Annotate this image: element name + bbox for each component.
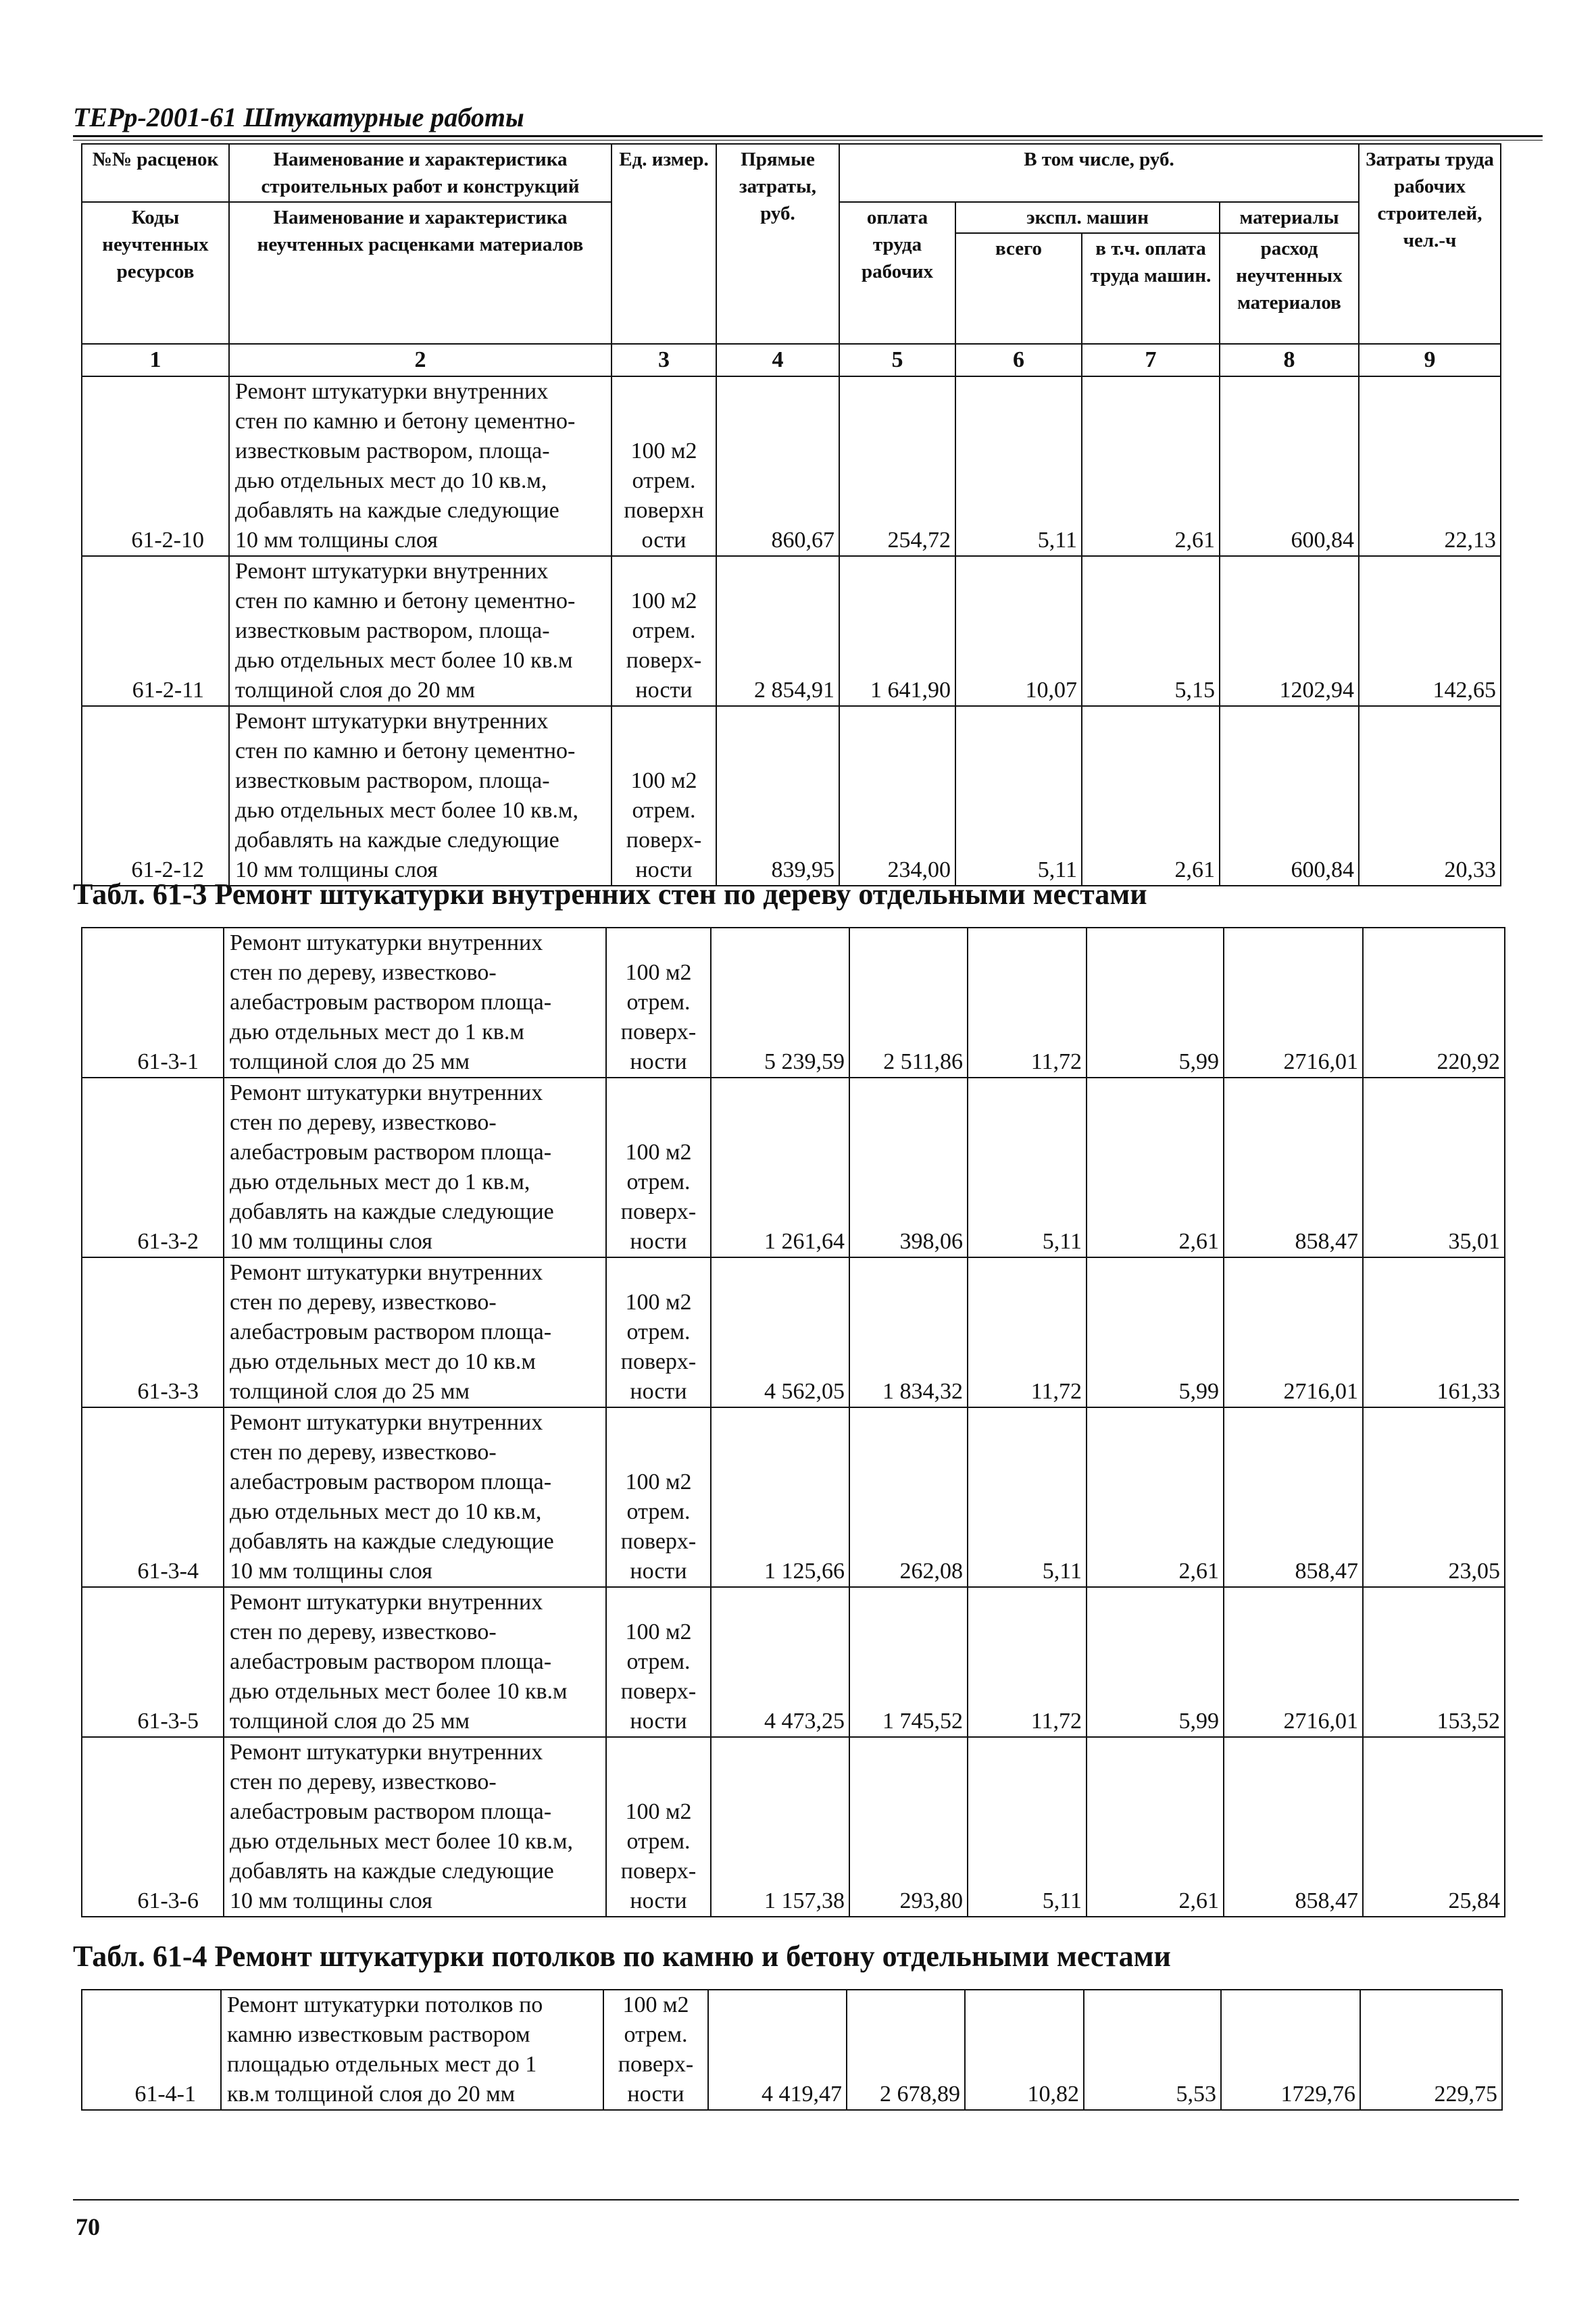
unit-line: поверхн bbox=[624, 498, 704, 523]
unit-line: поверх- bbox=[620, 1529, 697, 1554]
work-description bbox=[224, 1078, 606, 1257]
labor-hours: 25,84 bbox=[1363, 1737, 1505, 1917]
unit-line: 100 м2 bbox=[630, 768, 697, 793]
unit-line: ности bbox=[635, 857, 693, 882]
unit-line: ности bbox=[630, 1049, 687, 1074]
description-line: дью отдельных мест до 10 кв.м, bbox=[230, 1499, 542, 1524]
description-line: дью отдельных мест более 10 кв.м bbox=[235, 648, 573, 673]
labor-hours: 23,05 bbox=[1363, 1407, 1505, 1587]
work-description bbox=[229, 706, 612, 886]
rate-code: 61-4-1 bbox=[82, 1990, 221, 2110]
description-line: добавлять на каждые следующие bbox=[230, 1199, 554, 1224]
header-direct: Прямые затраты, руб. bbox=[716, 144, 839, 344]
page-number: 70 bbox=[76, 2213, 100, 2240]
materials: 600,84 bbox=[1220, 376, 1359, 556]
machines-labor-pay: 5,99 bbox=[1087, 1257, 1224, 1407]
description-line: дью отдельных мест до 10 кв.м, bbox=[235, 468, 547, 493]
description-line: дью отдельных мест более 10 кв.м bbox=[230, 1679, 568, 1704]
work-description bbox=[224, 1257, 606, 1407]
unit-line: ости bbox=[641, 528, 687, 553]
col-num-7: 7 bbox=[1082, 344, 1220, 376]
description-line: дью отдельных мест до 1 кв.м, bbox=[230, 1169, 530, 1194]
description-line: добавлять на каждые следующие bbox=[230, 1859, 554, 1884]
header-rule bbox=[73, 135, 1543, 137]
description-line: алебастровым раствором площа- bbox=[230, 1319, 552, 1344]
col-num-4: 4 bbox=[716, 344, 839, 376]
unit-line: поверх- bbox=[620, 1199, 697, 1224]
labor-hours: 20,33 bbox=[1359, 706, 1501, 886]
unit-line: ности bbox=[630, 1559, 687, 1584]
unit-line: 100 м2 bbox=[625, 1799, 692, 1824]
materials: 2716,01 bbox=[1224, 928, 1363, 1078]
description-line: дью отдельных мест до 10 кв.м bbox=[230, 1349, 536, 1374]
unit-line: 100 м2 bbox=[622, 1992, 689, 2017]
labor-pay: 293,80 bbox=[849, 1737, 968, 1917]
rate-code: 61-2-12 bbox=[82, 706, 229, 886]
machines-labor-pay: 2,61 bbox=[1082, 376, 1220, 556]
unit-line: отрем. bbox=[626, 1499, 691, 1524]
materials: 1202,94 bbox=[1220, 556, 1359, 706]
description-line: толщиной слоя до 25 мм bbox=[230, 1379, 470, 1404]
unit-line: 100 м2 bbox=[625, 1469, 692, 1494]
rate-code: 61-3-4 bbox=[82, 1407, 224, 1587]
machines-labor-pay: 2,61 bbox=[1087, 1737, 1224, 1917]
unit-of-measure bbox=[612, 706, 716, 886]
direct-cost: 1 261,64 bbox=[711, 1078, 849, 1257]
labor-pay: 262,08 bbox=[849, 1407, 968, 1587]
description-line: 10 мм толщины слоя bbox=[235, 528, 438, 553]
materials: 1729,76 bbox=[1221, 1990, 1360, 2110]
description-line: стен по камню и бетону цементно- bbox=[235, 738, 576, 763]
description-line: Ремонт штукатурки внутренних bbox=[235, 379, 549, 404]
description-line: 10 мм толщины слоя bbox=[230, 1559, 432, 1584]
description-line: Ремонт штукатурки внутренних bbox=[235, 559, 549, 584]
description-line: известковым раствором, площа- bbox=[235, 438, 550, 463]
unit-of-measure bbox=[606, 1257, 711, 1407]
unit-of-measure bbox=[612, 376, 716, 556]
header-materials: материалы bbox=[1220, 202, 1359, 233]
description-line: толщиной слоя до 25 мм bbox=[230, 1709, 470, 1734]
labor-pay: 254,72 bbox=[839, 376, 955, 556]
work-description bbox=[224, 1587, 606, 1737]
col-num-1: 1 bbox=[82, 344, 229, 376]
header-name: Наименование и характеристика строительных работ и конструкций bbox=[229, 144, 612, 202]
rate-code: 61-3-5 bbox=[82, 1587, 224, 1737]
direct-cost: 860,67 bbox=[716, 376, 839, 556]
header-materials-sub: расход неучтенных материалов bbox=[1220, 233, 1359, 344]
machines-labor-pay: 2,61 bbox=[1082, 706, 1220, 886]
description-line: добавлять на каждые следующие bbox=[230, 1529, 554, 1554]
machines-labor-pay: 5,15 bbox=[1082, 556, 1220, 706]
table-row bbox=[82, 556, 1501, 706]
col-num-2: 2 bbox=[229, 344, 612, 376]
direct-cost: 839,95 bbox=[716, 706, 839, 886]
col-num-9: 9 bbox=[1359, 344, 1501, 376]
description-line: алебастровым раствором площа- bbox=[230, 990, 552, 1015]
rate-code: 61-3-1 bbox=[82, 928, 224, 1078]
labor-pay: 1 745,52 bbox=[849, 1587, 968, 1737]
labor-pay: 1 834,32 bbox=[849, 1257, 968, 1407]
table-row bbox=[82, 1990, 1502, 2110]
unit-line: ности bbox=[630, 1229, 687, 1254]
materials: 2716,01 bbox=[1224, 1587, 1363, 1737]
description-line: Ремонт штукатурки внутренних bbox=[230, 1590, 543, 1615]
footer-rule bbox=[73, 2199, 1519, 2200]
header-name-sub: Наименование и характеристика неучтенных расценками материалов bbox=[229, 202, 612, 344]
machines-labor-pay: 5,99 bbox=[1087, 1587, 1224, 1737]
description-line: Ремонт штукатурки внутренних bbox=[230, 930, 543, 955]
machines-labor-pay: 5,53 bbox=[1084, 1990, 1221, 2110]
description-line: алебастровым раствором площа- bbox=[230, 1469, 552, 1494]
description-line: стен по дереву, известково- bbox=[230, 960, 497, 985]
machines-total: 11,72 bbox=[968, 1587, 1087, 1737]
description-line: площадью отдельных мест до 1 bbox=[227, 2052, 537, 2077]
labor-hours: 142,65 bbox=[1359, 556, 1501, 706]
rate-code: 61-3-3 bbox=[82, 1257, 224, 1407]
description-line: добавлять на каждые следующие bbox=[235, 828, 559, 853]
unit-line: 100 м2 bbox=[625, 960, 692, 985]
description-line: известковым раствором, площа- bbox=[235, 768, 550, 793]
description-line: Ремонт штукатурки внутренних bbox=[235, 709, 549, 734]
machines-total: 11,72 bbox=[968, 928, 1087, 1078]
machines-total: 11,72 bbox=[968, 1257, 1087, 1407]
description-line: добавлять на каждые следующие bbox=[235, 498, 559, 523]
description-line: стен по дереву, известково- bbox=[230, 1290, 497, 1315]
work-description bbox=[224, 928, 606, 1078]
direct-cost: 1 157,38 bbox=[711, 1737, 849, 1917]
unit-line: 100 м2 bbox=[625, 1140, 692, 1165]
unit-line: отрем. bbox=[632, 798, 696, 823]
table-row bbox=[82, 928, 1505, 1078]
description-line: Ремонт штукатурки внутренних bbox=[230, 1260, 543, 1285]
unit-of-measure bbox=[606, 1407, 711, 1587]
materials: 858,47 bbox=[1224, 1737, 1363, 1917]
unit-of-measure bbox=[603, 1990, 708, 2110]
description-line: стен по камню и бетону цементно- bbox=[235, 588, 576, 613]
unit-line: ности bbox=[630, 1379, 687, 1404]
description-line: 10 мм толщины слоя bbox=[230, 1229, 432, 1254]
unit-line: 100 м2 bbox=[625, 1290, 692, 1315]
table-row bbox=[82, 1078, 1505, 1257]
machines-total: 10,82 bbox=[965, 1990, 1084, 2110]
machines-total: 5,11 bbox=[968, 1737, 1087, 1917]
header-labor-pay: оплата труда рабочих bbox=[839, 202, 955, 344]
unit-line: отрем. bbox=[632, 468, 696, 493]
description-line: алебастровым раствором площа- bbox=[230, 1799, 552, 1824]
running-head: ТЕРр-2001-61 Штукатурные работы bbox=[73, 102, 524, 132]
header-group: В том числе, руб. bbox=[839, 144, 1359, 202]
machines-total: 10,07 bbox=[955, 556, 1082, 706]
labor-hours: 153,52 bbox=[1363, 1587, 1505, 1737]
direct-cost: 1 125,66 bbox=[711, 1407, 849, 1587]
labor-hours: 22,13 bbox=[1359, 376, 1501, 556]
machines-total: 5,11 bbox=[968, 1078, 1087, 1257]
header-rule-thin bbox=[73, 140, 1543, 141]
table-61-4-body bbox=[82, 1990, 1502, 2110]
direct-cost: 5 239,59 bbox=[711, 928, 849, 1078]
col-num-5: 5 bbox=[839, 344, 955, 376]
unit-line: 100 м2 bbox=[625, 1619, 692, 1644]
unit-line: поверх- bbox=[626, 828, 702, 853]
materials: 858,47 bbox=[1224, 1407, 1363, 1587]
header-unit: Ед. измер. bbox=[612, 144, 716, 344]
unit-line: отрем. bbox=[626, 990, 691, 1015]
machines-total: 5,11 bbox=[955, 706, 1082, 886]
description-line: дью отдельных мест более 10 кв.м, bbox=[230, 1829, 574, 1854]
unit-of-measure bbox=[606, 1078, 711, 1257]
description-line: кв.м толщиной слоя до 20 мм bbox=[227, 2082, 516, 2107]
unit-line: поверх- bbox=[626, 648, 702, 673]
col-num-6: 6 bbox=[955, 344, 1082, 376]
table-row bbox=[82, 376, 1501, 556]
description-line: алебастровым раствором площа- bbox=[230, 1140, 552, 1165]
description-line: дью отдельных мест до 1 кв.м bbox=[230, 1020, 524, 1045]
work-description bbox=[221, 1990, 603, 2110]
table-61-2 bbox=[81, 143, 1501, 886]
direct-cost: 4 473,25 bbox=[711, 1587, 849, 1737]
table-row bbox=[82, 706, 1501, 886]
description-line: Ремонт штукатурки внутренних bbox=[230, 1740, 543, 1765]
header-machines-total: всего bbox=[955, 233, 1082, 344]
table-61-3-title: Табл. 61-3 Ремонт штукатурки внутренних стен по дереву отдельными местами bbox=[73, 878, 1147, 911]
work-description bbox=[224, 1407, 606, 1587]
unit-of-measure bbox=[606, 1587, 711, 1737]
machines-labor-pay: 2,61 bbox=[1087, 1407, 1224, 1587]
unit-line: поверх- bbox=[620, 1020, 697, 1045]
table-row bbox=[82, 1587, 1505, 1737]
unit-line: отрем. bbox=[626, 1649, 691, 1674]
direct-cost: 4 419,47 bbox=[708, 1990, 847, 2110]
labor-pay: 398,06 bbox=[849, 1078, 968, 1257]
labor-hours: 161,33 bbox=[1363, 1257, 1505, 1407]
unit-line: отрем. bbox=[626, 1169, 691, 1194]
description-line: дью отдельных мест более 10 кв.м, bbox=[235, 798, 579, 823]
description-line: камню известковым раствором bbox=[227, 2022, 530, 2047]
description-line: алебастровым раствором площа- bbox=[230, 1649, 552, 1674]
machines-total: 5,11 bbox=[955, 376, 1082, 556]
unit-line: ности bbox=[630, 1888, 687, 1913]
unit-line: ности bbox=[627, 2082, 684, 2107]
unit-of-measure bbox=[606, 928, 711, 1078]
rate-code: 61-3-2 bbox=[82, 1078, 224, 1257]
col-num-3: 3 bbox=[612, 344, 716, 376]
direct-cost: 4 562,05 bbox=[711, 1257, 849, 1407]
description-line: стен по дереву, известково- bbox=[230, 1440, 497, 1465]
unit-line: 100 м2 bbox=[630, 438, 697, 463]
unit-line: поверх- bbox=[620, 1859, 697, 1884]
labor-hours: 35,01 bbox=[1363, 1078, 1505, 1257]
header-code: №№ расценок bbox=[82, 144, 229, 202]
materials: 858,47 bbox=[1224, 1078, 1363, 1257]
labor-pay: 2 511,86 bbox=[849, 928, 968, 1078]
table-61-4-title: Табл. 61-4 Ремонт штукатурки потолков по камню и бетону отдельными местами bbox=[73, 1940, 1171, 1973]
labor-pay: 234,00 bbox=[839, 706, 955, 886]
work-description bbox=[229, 376, 612, 556]
description-line: стен по дереву, известково- bbox=[230, 1619, 497, 1644]
table-row bbox=[82, 1257, 1505, 1407]
description-line: стен по дереву, известково- bbox=[230, 1110, 497, 1135]
rate-code: 61-2-11 bbox=[82, 556, 229, 706]
header-labor-cost: Затраты труда рабочих строителей, чел.-ч bbox=[1359, 144, 1501, 344]
unit-line: отрем. bbox=[624, 2022, 688, 2047]
description-line: стен по камню и бетону цементно- bbox=[235, 409, 576, 434]
unit-of-measure bbox=[606, 1737, 711, 1917]
table-61-3 bbox=[81, 927, 1505, 1917]
unit-line: ности bbox=[630, 1709, 687, 1734]
labor-pay: 1 641,90 bbox=[839, 556, 955, 706]
unit-of-measure bbox=[612, 556, 716, 706]
unit-line: поверх- bbox=[618, 2052, 694, 2077]
description-line: Ремонт штукатурки внутренних bbox=[230, 1080, 543, 1105]
unit-line: отрем. bbox=[632, 618, 696, 643]
table-61-3-body bbox=[82, 928, 1505, 1917]
description-line: 10 мм толщины слоя bbox=[230, 1888, 432, 1913]
table-61-4 bbox=[81, 1989, 1503, 2111]
rate-code: 61-3-6 bbox=[82, 1737, 224, 1917]
labor-hours: 229,75 bbox=[1360, 1990, 1502, 2110]
unit-line: поверх- bbox=[620, 1679, 697, 1704]
description-line: толщиной слоя до 20 мм bbox=[235, 678, 476, 703]
machines-total: 5,11 bbox=[968, 1407, 1087, 1587]
direct-cost: 2 854,91 bbox=[716, 556, 839, 706]
machines-labor-pay: 2,61 bbox=[1087, 1078, 1224, 1257]
description-line: известковым раствором, площа- bbox=[235, 618, 550, 643]
table-61-2-body bbox=[82, 376, 1501, 886]
work-description bbox=[229, 556, 612, 706]
unit-line: отрем. bbox=[626, 1829, 691, 1854]
materials: 2716,01 bbox=[1224, 1257, 1363, 1407]
description-line: толщиной слоя до 25 мм bbox=[230, 1049, 470, 1074]
labor-pay: 2 678,89 bbox=[847, 1990, 965, 2110]
work-description bbox=[224, 1737, 606, 1917]
description-line: стен по дереву, известково- bbox=[230, 1769, 497, 1794]
unit-line: отрем. bbox=[626, 1319, 691, 1344]
table-row bbox=[82, 1407, 1505, 1587]
col-num-8: 8 bbox=[1220, 344, 1359, 376]
materials: 600,84 bbox=[1220, 706, 1359, 886]
header-machines-incl: в т.ч. оплата труда машин. bbox=[1082, 233, 1220, 344]
unit-line: ности bbox=[635, 678, 693, 703]
unit-line: поверх- bbox=[620, 1349, 697, 1374]
description-line: 10 мм толщины слоя bbox=[235, 857, 438, 882]
description-line: Ремонт штукатурки потолков по bbox=[227, 1992, 543, 2017]
labor-hours: 220,92 bbox=[1363, 928, 1505, 1078]
table-row bbox=[82, 1737, 1505, 1917]
machines-labor-pay: 5,99 bbox=[1087, 928, 1224, 1078]
rate-code: 61-2-10 bbox=[82, 376, 229, 556]
header-code-sub: Коды неучтенных ресурсов bbox=[82, 202, 229, 344]
header-machines: экспл. машин bbox=[955, 202, 1220, 233]
description-line: Ремонт штукатурки внутренних bbox=[230, 1410, 543, 1435]
unit-line: 100 м2 bbox=[630, 588, 697, 613]
